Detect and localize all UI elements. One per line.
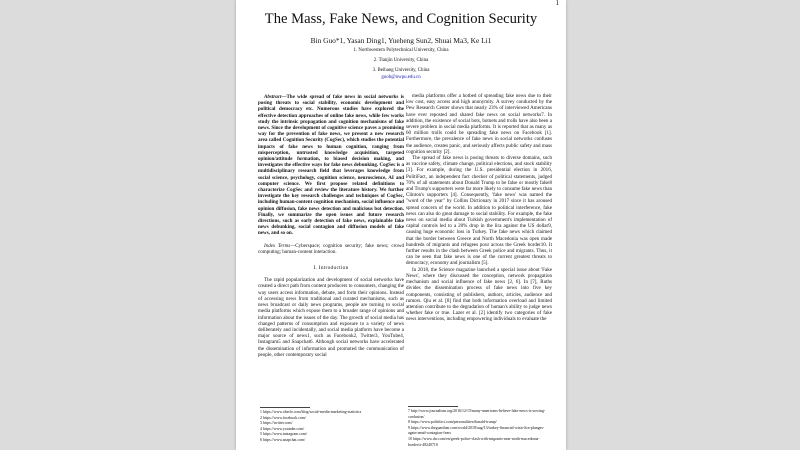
affiliation-1: 1. Northwestern Polytechnical University, China (353, 48, 449, 53)
author-email[interactable]: guob@nwpu.edu.cn (381, 75, 421, 80)
footnote[interactable]: 1 https://www.oberlo.com/blog/social-media-marketing-statistics (260, 410, 362, 414)
index-terms (258, 243, 404, 255)
section-heading: I. Introduction (313, 265, 349, 272)
abstract-label: Abstract (264, 94, 282, 100)
abstract-text: —The wide spread of fake news in social networks is posing threats to social stability, economic development and political democracy etc. Numerous studies have explored the effective detection approaches of online fake news, while few works study the intrinsic propagation and cognition mechanisms of fake news. Since the development of cognitive science paves a promising way for the prevention of fake news, we present a new research area called Cognition Security (CogSec), which studies the potential impacts of fake news to human cognition, ranging from misperception, untrusted knowledge acquisition, targeted opinion/attitude formation, to biased decision making, and investigates the effective ways for fake news debunking. CogSec is a multidisciplinary research field that leverages knowledge from social science, psychology, cognition science, neuroscience, AI and computer science. We first propose related definitions to characterize CogSec and review the literature history. We further investigate the key research challenges and techniques of CogSec, including human-content cognition mechanism, social influence and opinion diffusion, fake news detection and malicious bot detection. Finally, we summarize the open issues and future research directions, such as early detection of fake news, explainable fake news debunking, social contagion and diffusion models of fake news, and so on. (258, 94, 404, 237)
footnote[interactable]: 7 http://www.journalism.org/2016/12/15/many-americans-believe-fake-news-is-sowing-confusion/ (408, 409, 546, 419)
footnote-divider (408, 406, 458, 407)
paragraph: media platforms offer a hotbed of spreading fake news due to their low cost, easy access and high anonymity. A survey conducted by the Pew Research Center shows that nearly 23% of interviewed Americans have ever reposted and shared fake news on social networks7. In addition, the existence of social bots, botnets and trolls have also been a severe problem in social media platforms. It is reported that as many as 60 million trolls could be spreading fake news on Facebook [1]. Furthermore, the prevalence of fake news in social networks confuses the audience, creates panic, and seriously affects public safety and mass cognition security [2]. (406, 93, 552, 155)
footnote[interactable]: 8 https://www.politifact.com/personalities/donald-trump/ (408, 420, 497, 425)
footnote[interactable]: 4 https://www.youtube.com/ (260, 426, 305, 431)
paragraph: The spread of fake news is posing threats to diverse domains, such as vaccine safety, climate change, political elections, and stock stability [3]. For example, during the U.S. presidential election in 2016, PolitiFact, an independent fact checker of political statements, judged 70% of all statements about Donald Trump to be false or mostly false8 and Trump's supporters were far more likely to consume fake news than Clinton's supporters [4]. Consequently, 'fake news' was named the "word of the year" by Collins Dictionary in 2017 since it has aroused spread concern of the world. In addition to political interference, fake news can also do great damage to social stability. For example, the fake news on social media about Turkish government's implementation of capital controls led to a 20% drop in the lira against the US dollar9, causing huge economic loss in Turkey. The fake news which claimed that the border between Greece and North Macedonia was open made hundreds of migrants and refugees pour across the Greek border10. It further results in the clash between Greek police and migrants. Thus, it can be seen that fake news is one of the current greatest threats to democracy, economy and journalism [5]. (406, 155, 552, 267)
index-terms-text: —Cyberspace; cognition security; fake news; crowd computing; human-content interaction. (258, 242, 404, 255)
left-column (258, 94, 404, 358)
abstract (258, 94, 404, 237)
paper-page (236, 0, 566, 450)
intro-paragraph: The rapid popularization and development of social networks have created a direct path from content producers to consumers, changing the way users access information, debate, and form their opinions. Instead of accessing news from traditional and curated mechanisms, such as news broadcast or daily news programs, people are turning to social media platforms which expose them to a broader range of opinions and information about the issues of the day. The growth of social media has changed patterns of consumption and exposure to a variety of news deliberately and incidentally, and social media platform have become a major source of news1, such as Facebook2, Twitter3, YouTube4, Instagram5 and Snapchat6. Although social networks have accelerated the dissemination of information and promoted the communication of people, other contemporary social (258, 277, 404, 358)
affiliation-2: 2. Tianjin University, China (373, 58, 429, 63)
affiliation-3: 3. Beihang University, China (372, 68, 430, 73)
footnote[interactable]: 3 https://twitter.com/ (260, 421, 293, 426)
author-list: Bin Guo*1, Yasan Ding1, Yueheng Sun2, Shuai Ma3, Ke Li1 (310, 36, 492, 45)
paper-title: The Mass, Fake News, and Cognition Security (264, 11, 538, 27)
page-number: 1 (555, 0, 559, 7)
right-column (406, 93, 552, 323)
footnote[interactable]: 9 https://www.theguardian.com/world/2018/aug/13/turkey-financial-crisis-lira-plunges-again-amid-contagion-fears (408, 425, 545, 436)
footnote-divider (260, 407, 310, 408)
footnote[interactable]: 10 https://www.dw.com/en/greek-police-clash-with-migrants-near-north-macedonia-border/a-48240710 (408, 436, 540, 447)
footnotes-left (260, 410, 400, 444)
footnote[interactable]: 2 https://www.facebook.com/ (260, 415, 306, 420)
footnotes-right (408, 409, 552, 448)
index-terms-label: Index Terms (264, 242, 291, 249)
footnote[interactable]: 6 https://www.snapchat.com/ (260, 437, 306, 442)
paragraph: In 2018, the Science magazine launched a special issue about 'Fake News', where they discussed the conception, network propagation mechanism and social influence of fake news [2, 6]. In [7], Ruths divides the dissemination process of fake news into five key components, consisting of publishers, authors, articles, audience and rumors. Qiu et al. [8] find that both information overload and limited attention contribute to the degradation of human's ability to judge news whether fake or true. Lazer et al. [2] identify two categories of fake news interventions, including empowering individuals to evaluate the (406, 266, 552, 323)
footnote[interactable]: 5 https://www.instagram.com/ (260, 432, 307, 437)
